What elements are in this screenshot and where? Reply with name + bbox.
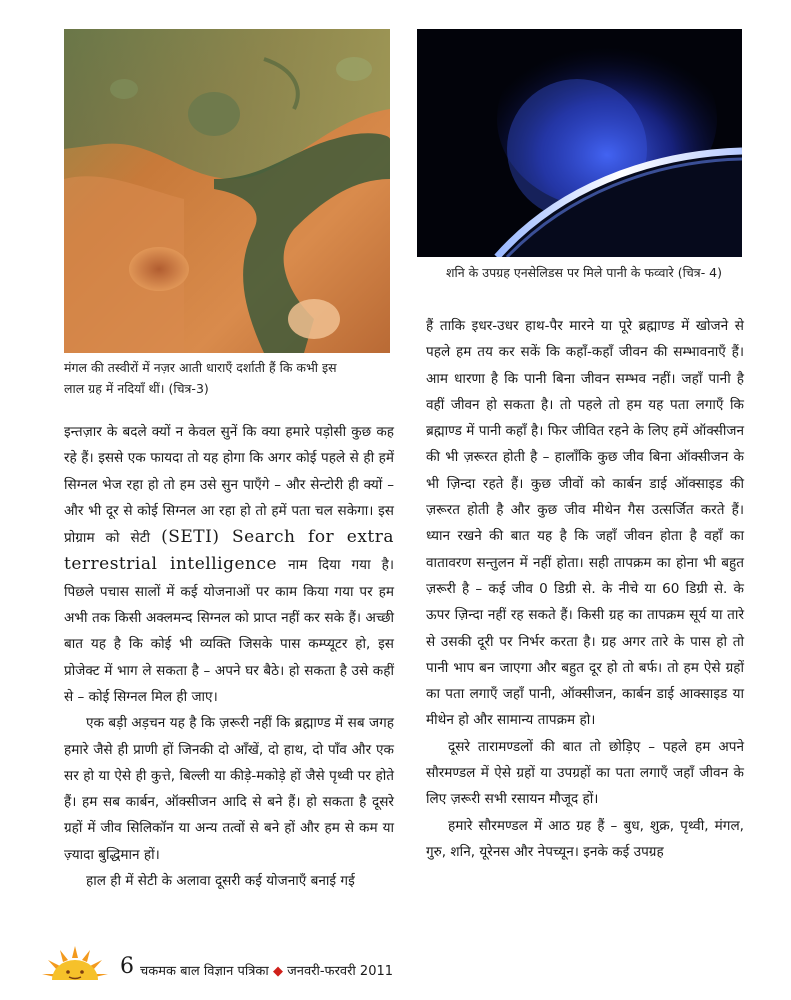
issue-date: जनवरी-फरवरी 2011 xyxy=(287,964,394,979)
right-column xyxy=(426,313,744,865)
enceladus-plumes-photo xyxy=(417,29,742,257)
mars-river-photo xyxy=(64,29,390,353)
page-footer xyxy=(40,950,440,990)
left-paragraph-1 xyxy=(64,419,394,710)
left-paragraph-1-text-b: नाम दिया गया है। पिछले पचास सालों में कई योजनाओं पर काम किया गया पर हम अभी तक किसी अक्लमन्द सिग्नल को प्राप्त नहीं कर सके हैं। अच्छी बात यह है कि कोई भी व्यक्ति जिसके पास कम्प्यूटर हो, इस प्रोजेक्ट में भाग ले सकता है – अपने घर बैठे। हो सकता है उसे कहीं से – कोई सिग्नल मिल ही जाए। xyxy=(64,557,394,705)
seti-full-form: (SETI) Search for extra terrestrial intelligence xyxy=(64,527,394,575)
left-paragraph-3: हाल ही में सेटी के अलावा दूसरी कई योजनाएँ बनाई गई xyxy=(86,873,355,890)
sun-logo-icon xyxy=(40,942,110,980)
page-number: 6 xyxy=(120,954,134,979)
mars-caption xyxy=(64,357,394,399)
left-paragraph-2: एक बड़ी अड़चन यह है कि ज़रूरी नहीं कि ब्रह्माण्ड में सब जगह हमारे जैसे ही प्राणी हों जिनकी दो आँखें, दो हाथ, दो पाँव और एक सर हो या ऐसे ही कुत्ते, बिल्ली या कीड़े-मकोड़े हों जैसे पृथ्वी पर होते हैं। हम सब कार्बन, ऑक्सीजन आदि से बने हैं। हो सकता है दूसरे ग्रहों में जीव सिलिकॉन या अन्य तत्वों से बने हों और हम से कम या ज़्यादा बुद्धिमान हों। xyxy=(64,715,394,863)
magazine-title: चकमक बाल विज्ञान पत्रिका xyxy=(140,964,269,979)
mars-caption-line2: लाल ग्रह में नदियाँ थीं। (चित्र-3) xyxy=(64,381,209,396)
mars-caption-line1: मंगल की तस्वीरों में नज़र आती धाराएँ दर्शाती हैं कि कभी इस xyxy=(64,360,337,375)
enceladus-caption: शनि के उपग्रह एनसेलिडस पर मिले पानी के फव्वारे (चित्र- 4) xyxy=(446,265,723,280)
left-column xyxy=(64,419,394,894)
right-paragraph-1: हैं ताकि इधर-उधर हाथ-पैर मारने या पूरे ब्रह्माण्ड में खोजने से पहले हम तय कर सकें कि कहाँ-कहाँ जीवन की सम्भावनाएँ हैं। आम धारणा है कि पानी बिना जीवन सम्भव नहीं। जहाँ पानी है वहीं जीवन हो सकता है। तो पहले तो हम यह पता लगाएँ कि ब्रह्माण्ड में पानी कहाँ है। फिर जीवित रहने के लिए हमें ऑक्सीजन की भी ज़रूरत होती है – हालाँकि कुछ जीव बिना ऑक्सीजन के भी ज़िन्दा रहते हैं। कुछ जीवों को कार्बन डाई ऑक्साइड की ज़रूरत होती है और कुछ जीव मीथेन गैस उत्सर्जित करते हैं। ध्यान रखने की बात यह है कि जहाँ जीवन होता है वहाँ का वातावरण सन्तुलन में नहीं होता। सही तापक्रम का होना भी बहुत ज़रूरी है – कई जीव 0 डिग्री से. के नीचे या 60 डिग्री से. के ऊपर ज़िन्दा नहीं रह सकते हैं। किसी ग्रह का तापक्रम सूर्य या तारे से उसकी दूरी पर निर्भर करता है। ग्रह अगर तारे के पास हो तो पानी भाप बन जाएगा और बहुत दूर हो तो बर्फ। तो हम ऐसे ग्रहों का पता लगाएँ जहाँ पानी, ऑक्सीजन, कार्बन डाई आक्साइड या मीथेन हो और सामान्य तापक्रम हो। xyxy=(426,318,744,729)
separator-diamond-icon: ◆ xyxy=(272,964,283,979)
right-paragraph-2: दूसरे तारामण्डलों की बात तो छोड़िए – पहले हम अपने सौरमण्डल में ऐसे ग्रहों या उपग्रहों का पता लगाएँ जहाँ जीवन के लिए ज़रूरी सभी रसायन मौजूद हों। xyxy=(426,738,744,808)
magazine-info xyxy=(140,961,393,979)
left-paragraph-1-text-a: इन्तज़ार के बदले क्यों न केवल सुनें कि क्या हमारे पड़ोसी कुछ कह रहे हैं। इससे एक फायदा तो यह होगा कि अगर कोई पहले से ही हमें सिग्नल भेज रहा हो तो हम उसे सुन पाएँगे – और सेन्टोरी ही क्यों – और भी दूर से कोई सिग्नल आ रहा हो तो हमें पता चल सकेगा। इस प्रोग्राम को सेटी xyxy=(64,424,394,547)
right-paragraph-3: हमारे सौरमण्डल में आठ ग्रह हैं – बुध, शुक्र, पृथ्वी, मंगल, गुरु, शनि, यूरेनस और नेपच्यून। इनके कई उपग्रह xyxy=(426,817,744,860)
